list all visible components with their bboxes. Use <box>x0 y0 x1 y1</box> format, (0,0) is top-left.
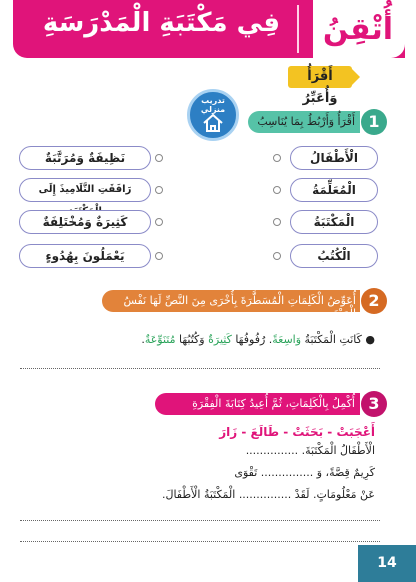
q2-number: 2 <box>361 288 387 314</box>
q3-line-1: الْأَطْفَالُ الْمَكْتَبَةَ. ............... <box>245 444 375 457</box>
match-left-item[interactable]: كَثِيرَةٌ وَمُخْتَلِفَةٌ <box>19 210 151 234</box>
q2-sentence: ● كَانَتِ الْمَكْتَبَةُ وَاسِعَةً. رُفُوفُهَا كَثِيرَةٌ وَكُتُبُهَا مُتَنَوِّعَةٌ. <box>141 333 375 346</box>
answer-line[interactable] <box>20 541 380 542</box>
match-dot[interactable] <box>273 218 281 226</box>
match-right-item[interactable]: الْأَطْفَالُ <box>290 146 378 170</box>
q2-instruction: أُعَوِّضُ الْكَلِمَاتِ الْمُسَطَّرَةَ بِأُخْرَى مِنَ النَّصِّ لَهَا نَفْسُ الْمَعْنَى <box>123 294 356 320</box>
page-title: فِي مَكْتَبَةِ الْمَدْرَسَةِ <box>42 8 280 38</box>
answer-line[interactable] <box>20 368 380 369</box>
match-dot[interactable] <box>273 186 281 194</box>
match-dot[interactable] <box>155 154 163 162</box>
house-icon <box>202 114 224 132</box>
match-right-item[interactable]: الْكُتُبُ <box>290 244 378 268</box>
q3-line-2: كَرِيمٌ قِصَّةً، وَ ............... تَقْوَى <box>234 466 375 479</box>
q3-number: 3 <box>361 391 387 417</box>
match-dot[interactable] <box>155 252 163 260</box>
answer-line[interactable] <box>20 520 380 521</box>
match-left-item[interactable]: يَعْمَلُونَ بِهُدُوءٍ <box>19 244 151 268</box>
q1-instruction: أَقْرَأُ وَأَرْبُطُ بِمَا يُنَاسِبُ <box>257 115 355 128</box>
skill-tag: أَقْرَأُ وَأُعَبِّرُ <box>288 66 352 88</box>
q1-number: 1 <box>361 109 387 135</box>
q3-instruction: أُكْمِلُ بِالْكَلِمَاتِ، ثُمَّ أُعِيدُ كِتَابَةَ الْفِقْرَةِ <box>192 397 355 410</box>
match-right-item[interactable]: الْمَكْتَبَةُ <box>290 210 378 234</box>
match-left-item[interactable]: نَظِيفَةٌ وَمُرَتَّبَةٌ <box>19 146 151 170</box>
match-dot[interactable] <box>273 252 281 260</box>
unit-label: أُتْقِنُ <box>322 12 394 47</box>
match-dot[interactable] <box>155 218 163 226</box>
word-bank: أَعْجَبَتْ - بَحَثَتْ - طَالَعَ - زَارَ <box>219 425 375 439</box>
home-practice-badge <box>187 89 239 141</box>
badge-label: تدريب منزلي <box>200 96 226 114</box>
match-dot[interactable] <box>273 154 281 162</box>
match-right-item[interactable]: الْمُعَلِّمَةُ <box>290 178 378 202</box>
page-number: 14 <box>358 545 416 582</box>
header-divider <box>297 5 299 53</box>
match-dot[interactable] <box>155 186 163 194</box>
match-left-item[interactable]: رَافَقَتِ التَّلَامِيذَ إِلَى <box>19 178 151 202</box>
q3-line-3: عَنْ مَعْلُومَاتٍ. لَقَدْ ............... الْمَكْتَبَةُ الْأَطْفَالَ. <box>161 488 375 501</box>
